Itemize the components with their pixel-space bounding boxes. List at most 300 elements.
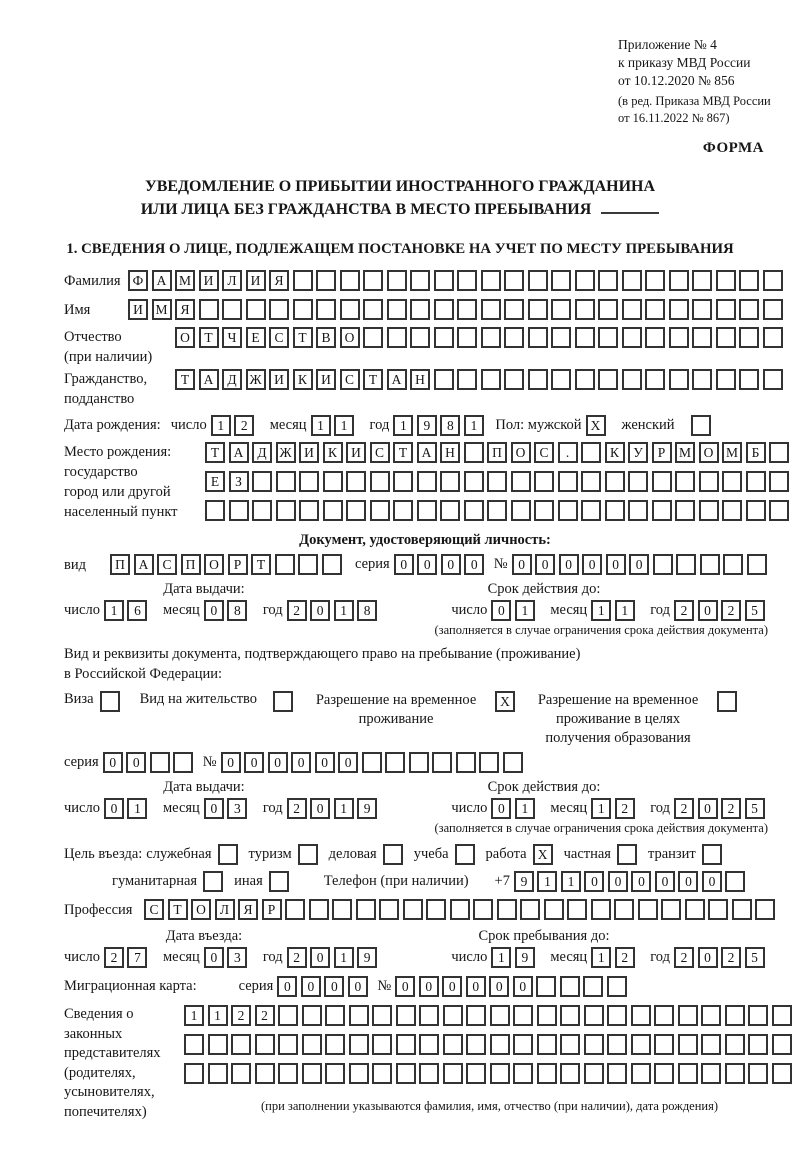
form-cell[interactable]: С — [144, 899, 164, 920]
form-cell[interactable]: М — [722, 442, 742, 463]
form-cell[interactable] — [722, 471, 742, 492]
form-cell[interactable]: К — [605, 442, 625, 463]
form-cell[interactable]: 9 — [515, 947, 535, 968]
form-cell[interactable] — [316, 270, 336, 291]
form-cell[interactable] — [184, 1034, 204, 1055]
form-cell[interactable] — [581, 500, 601, 521]
form-cell[interactable]: Т — [251, 554, 271, 575]
form-cell[interactable] — [363, 327, 383, 348]
form-cell[interactable]: Я — [238, 899, 258, 920]
sex-male-checkbox[interactable]: X — [586, 415, 606, 436]
form-cell[interactable]: 1 — [491, 947, 511, 968]
purpose-tourism-checkbox[interactable] — [298, 844, 318, 865]
form-cell[interactable]: 0 — [244, 752, 264, 773]
form-cell[interactable]: Д — [252, 442, 272, 463]
residence-permit-checkbox[interactable] — [273, 691, 293, 712]
form-cell[interactable]: У — [628, 442, 648, 463]
form-cell[interactable] — [581, 442, 601, 463]
form-cell[interactable] — [584, 1034, 604, 1055]
form-cell[interactable]: 0 — [277, 976, 297, 997]
form-cell[interactable]: М — [675, 442, 695, 463]
form-cell[interactable] — [560, 976, 580, 997]
form-cell[interactable]: 2 — [255, 1005, 275, 1026]
form-cell[interactable]: 1 — [334, 600, 354, 621]
form-cell[interactable]: Р — [262, 899, 282, 920]
form-cell[interactable]: Н — [440, 442, 460, 463]
form-cell[interactable] — [628, 500, 648, 521]
form-cell[interactable]: 0 — [204, 600, 224, 621]
form-cell[interactable] — [605, 471, 625, 492]
form-cell[interactable] — [669, 369, 689, 390]
sex-female-checkbox[interactable] — [691, 415, 711, 436]
form-cell[interactable] — [701, 1063, 721, 1084]
form-cell[interactable]: 2 — [287, 947, 307, 968]
form-cell[interactable] — [772, 1034, 792, 1055]
form-cell[interactable] — [669, 327, 689, 348]
form-cell[interactable] — [205, 500, 225, 521]
form-cell[interactable]: 1 — [515, 600, 535, 621]
form-cell[interactable] — [275, 554, 295, 575]
form-cell[interactable]: 1 — [334, 798, 354, 819]
form-cell[interactable] — [426, 899, 446, 920]
form-cell[interactable] — [322, 554, 342, 575]
form-cell[interactable] — [732, 899, 752, 920]
form-cell[interactable] — [748, 1005, 768, 1026]
form-cell[interactable] — [769, 471, 789, 492]
form-cell[interactable] — [747, 554, 767, 575]
form-cell[interactable]: 6 — [127, 600, 147, 621]
form-cell[interactable] — [278, 1005, 298, 1026]
form-cell[interactable] — [252, 500, 272, 521]
form-cell[interactable] — [716, 299, 736, 320]
form-cell[interactable] — [346, 500, 366, 521]
form-cell[interactable]: С — [340, 369, 360, 390]
form-cell[interactable]: 0 — [417, 554, 437, 575]
form-cell[interactable]: 2 — [721, 600, 741, 621]
form-cell[interactable] — [653, 554, 673, 575]
form-cell[interactable] — [678, 1005, 698, 1026]
form-cell[interactable] — [685, 899, 705, 920]
form-cell[interactable]: 2 — [615, 798, 635, 819]
form-cell[interactable]: 0 — [291, 752, 311, 773]
purpose-official-checkbox[interactable] — [218, 844, 238, 865]
form-cell[interactable] — [466, 1034, 486, 1055]
form-cell[interactable]: Д — [222, 369, 242, 390]
form-cell[interactable]: Я — [269, 270, 289, 291]
form-cell[interactable]: 0 — [204, 798, 224, 819]
form-cell[interactable] — [755, 899, 775, 920]
form-cell[interactable] — [772, 1005, 792, 1026]
form-cell[interactable] — [575, 299, 595, 320]
form-cell[interactable] — [199, 299, 219, 320]
form-cell[interactable]: 5 — [745, 798, 765, 819]
form-cell[interactable]: 2 — [234, 415, 254, 436]
form-cell[interactable]: 1 — [211, 415, 231, 436]
form-cell[interactable] — [387, 270, 407, 291]
form-cell[interactable]: 1 — [127, 798, 147, 819]
form-cell[interactable] — [739, 299, 759, 320]
form-cell[interactable] — [285, 899, 305, 920]
form-cell[interactable] — [443, 1005, 463, 1026]
form-cell[interactable]: 8 — [357, 600, 377, 621]
form-cell[interactable] — [255, 1063, 275, 1084]
form-cell[interactable] — [699, 471, 719, 492]
form-cell[interactable] — [346, 471, 366, 492]
form-cell[interactable] — [293, 270, 313, 291]
form-cell[interactable]: 0 — [441, 554, 461, 575]
form-cell[interactable] — [722, 500, 742, 521]
form-cell[interactable]: П — [487, 442, 507, 463]
form-cell[interactable]: 9 — [357, 947, 377, 968]
form-cell[interactable]: 0 — [491, 600, 511, 621]
form-cell[interactable] — [457, 299, 477, 320]
form-cell[interactable] — [504, 327, 524, 348]
form-cell[interactable] — [372, 1063, 392, 1084]
form-cell[interactable] — [584, 1063, 604, 1084]
form-cell[interactable] — [466, 1063, 486, 1084]
form-cell[interactable] — [584, 1005, 604, 1026]
form-cell[interactable] — [293, 299, 313, 320]
form-cell[interactable]: 2 — [721, 947, 741, 968]
form-cell[interactable]: 0 — [103, 752, 123, 773]
form-cell[interactable] — [716, 369, 736, 390]
form-cell[interactable]: 2 — [674, 600, 694, 621]
form-cell[interactable]: 0 — [678, 871, 698, 892]
form-cell[interactable] — [676, 554, 696, 575]
form-cell[interactable] — [725, 1005, 745, 1026]
form-cell[interactable]: 1 — [464, 415, 484, 436]
form-cell[interactable]: 1 — [537, 871, 557, 892]
form-cell[interactable]: И — [346, 442, 366, 463]
form-cell[interactable] — [567, 899, 587, 920]
form-cell[interactable]: С — [534, 442, 554, 463]
form-cell[interactable]: 2 — [674, 798, 694, 819]
form-cell[interactable]: 1 — [591, 947, 611, 968]
form-cell[interactable]: Н — [410, 369, 430, 390]
form-cell[interactable] — [372, 1005, 392, 1026]
form-cell[interactable]: 2 — [231, 1005, 251, 1026]
form-cell[interactable] — [457, 270, 477, 291]
form-cell[interactable] — [504, 369, 524, 390]
form-cell[interactable] — [598, 327, 618, 348]
form-cell[interactable] — [537, 1063, 557, 1084]
form-cell[interactable] — [487, 500, 507, 521]
form-cell[interactable] — [661, 899, 681, 920]
form-cell[interactable]: О — [204, 554, 224, 575]
form-cell[interactable] — [434, 327, 454, 348]
form-cell[interactable] — [349, 1063, 369, 1084]
form-cell[interactable] — [349, 1034, 369, 1055]
form-cell[interactable]: 2 — [615, 947, 635, 968]
form-cell[interactable]: Т — [363, 369, 383, 390]
form-cell[interactable] — [537, 1034, 557, 1055]
form-cell[interactable]: М — [152, 299, 172, 320]
form-cell[interactable] — [528, 327, 548, 348]
form-cell[interactable]: В — [316, 327, 336, 348]
form-cell[interactable] — [652, 471, 672, 492]
form-cell[interactable] — [678, 1034, 698, 1055]
form-cell[interactable]: 0 — [268, 752, 288, 773]
form-cell[interactable] — [466, 1005, 486, 1026]
purpose-business-checkbox[interactable] — [383, 844, 403, 865]
form-cell[interactable] — [434, 270, 454, 291]
form-cell[interactable] — [607, 1034, 627, 1055]
form-cell[interactable] — [692, 327, 712, 348]
form-cell[interactable]: 1 — [615, 600, 635, 621]
form-cell[interactable]: 0 — [489, 976, 509, 997]
form-cell[interactable]: С — [370, 442, 390, 463]
form-cell[interactable] — [456, 752, 476, 773]
form-cell[interactable] — [490, 1034, 510, 1055]
form-cell[interactable]: 2 — [287, 600, 307, 621]
form-cell[interactable] — [739, 327, 759, 348]
form-cell[interactable]: 0 — [310, 600, 330, 621]
form-cell[interactable]: 0 — [442, 976, 462, 997]
form-cell[interactable]: Я — [175, 299, 195, 320]
form-cell[interactable] — [769, 500, 789, 521]
form-cell[interactable] — [511, 500, 531, 521]
form-cell[interactable] — [654, 1005, 674, 1026]
form-cell[interactable]: 0 — [631, 871, 651, 892]
form-cell[interactable] — [763, 327, 783, 348]
form-cell[interactable]: А — [134, 554, 154, 575]
form-cell[interactable] — [325, 1034, 345, 1055]
form-cell[interactable] — [503, 752, 523, 773]
form-cell[interactable]: Е — [205, 471, 225, 492]
form-cell[interactable]: 0 — [394, 554, 414, 575]
form-cell[interactable]: 0 — [419, 976, 439, 997]
form-cell[interactable]: М — [175, 270, 195, 291]
visa-checkbox[interactable] — [100, 691, 120, 712]
form-cell[interactable] — [229, 500, 249, 521]
form-cell[interactable] — [560, 1063, 580, 1084]
form-cell[interactable]: Т — [205, 442, 225, 463]
form-cell[interactable] — [701, 1034, 721, 1055]
form-cell[interactable] — [692, 299, 712, 320]
form-cell[interactable] — [173, 752, 193, 773]
form-cell[interactable] — [487, 471, 507, 492]
form-cell[interactable] — [675, 471, 695, 492]
form-cell[interactable]: И — [199, 270, 219, 291]
form-cell[interactable]: Б — [746, 442, 766, 463]
form-cell[interactable]: 2 — [287, 798, 307, 819]
form-cell[interactable] — [325, 1005, 345, 1026]
form-cell[interactable] — [340, 299, 360, 320]
form-cell[interactable] — [396, 1005, 416, 1026]
form-cell[interactable]: 0 — [702, 871, 722, 892]
form-cell[interactable] — [678, 1063, 698, 1084]
form-cell[interactable]: 1 — [515, 798, 535, 819]
form-cell[interactable] — [769, 442, 789, 463]
form-cell[interactable] — [598, 299, 618, 320]
form-cell[interactable] — [544, 899, 564, 920]
form-cell[interactable]: А — [229, 442, 249, 463]
form-cell[interactable]: 1 — [208, 1005, 228, 1026]
form-cell[interactable]: И — [128, 299, 148, 320]
form-cell[interactable] — [513, 1005, 533, 1026]
form-cell[interactable] — [150, 752, 170, 773]
form-cell[interactable] — [276, 471, 296, 492]
form-cell[interactable] — [481, 369, 501, 390]
form-cell[interactable] — [763, 270, 783, 291]
form-cell[interactable] — [622, 369, 642, 390]
form-cell[interactable]: С — [269, 327, 289, 348]
form-cell[interactable] — [739, 270, 759, 291]
form-cell[interactable] — [504, 270, 524, 291]
form-cell[interactable]: 1 — [311, 415, 331, 436]
form-cell[interactable] — [575, 369, 595, 390]
form-cell[interactable] — [739, 369, 759, 390]
form-cell[interactable] — [370, 471, 390, 492]
form-cell[interactable]: 0 — [395, 976, 415, 997]
form-cell[interactable] — [645, 327, 665, 348]
form-cell[interactable] — [551, 369, 571, 390]
form-cell[interactable]: 0 — [535, 554, 555, 575]
form-cell[interactable]: Т — [168, 899, 188, 920]
form-cell[interactable]: 0 — [512, 554, 532, 575]
form-cell[interactable] — [276, 500, 296, 521]
form-cell[interactable] — [332, 899, 352, 920]
form-cell[interactable] — [434, 369, 454, 390]
form-cell[interactable] — [443, 1034, 463, 1055]
form-cell[interactable] — [184, 1063, 204, 1084]
form-cell[interactable] — [575, 270, 595, 291]
form-cell[interactable]: П — [110, 554, 130, 575]
form-cell[interactable]: 2 — [104, 947, 124, 968]
form-cell[interactable]: 2 — [721, 798, 741, 819]
form-cell[interactable] — [675, 500, 695, 521]
form-cell[interactable] — [255, 1034, 275, 1055]
purpose-study-checkbox[interactable] — [455, 844, 475, 865]
form-cell[interactable] — [692, 369, 712, 390]
form-cell[interactable] — [362, 752, 382, 773]
form-cell[interactable]: Е — [246, 327, 266, 348]
purpose-transit-checkbox[interactable] — [702, 844, 722, 865]
form-cell[interactable]: 5 — [745, 947, 765, 968]
form-cell[interactable] — [387, 299, 407, 320]
form-cell[interactable] — [457, 327, 477, 348]
form-cell[interactable] — [464, 442, 484, 463]
form-cell[interactable] — [393, 471, 413, 492]
form-cell[interactable]: Т — [393, 442, 413, 463]
form-cell[interactable]: А — [417, 442, 437, 463]
form-cell[interactable] — [269, 299, 289, 320]
form-cell[interactable] — [349, 1005, 369, 1026]
form-cell[interactable] — [645, 369, 665, 390]
form-cell[interactable] — [490, 1063, 510, 1084]
form-cell[interactable] — [208, 1034, 228, 1055]
form-cell[interactable]: 0 — [348, 976, 368, 997]
form-cell[interactable] — [363, 299, 383, 320]
form-cell[interactable]: Ж — [276, 442, 296, 463]
form-cell[interactable] — [490, 1005, 510, 1026]
form-cell[interactable] — [551, 327, 571, 348]
form-cell[interactable]: З — [229, 471, 249, 492]
form-cell[interactable] — [298, 554, 318, 575]
form-cell[interactable]: О — [699, 442, 719, 463]
form-cell[interactable]: 1 — [104, 600, 124, 621]
form-cell[interactable] — [748, 1034, 768, 1055]
form-cell[interactable] — [387, 327, 407, 348]
form-cell[interactable] — [560, 1034, 580, 1055]
form-cell[interactable] — [403, 899, 423, 920]
form-cell[interactable] — [231, 1034, 251, 1055]
form-cell[interactable] — [356, 899, 376, 920]
form-cell[interactable]: 5 — [745, 600, 765, 621]
form-cell[interactable]: 0 — [310, 947, 330, 968]
form-cell[interactable]: 0 — [491, 798, 511, 819]
form-cell[interactable] — [323, 471, 343, 492]
form-cell[interactable] — [443, 1063, 463, 1084]
form-cell[interactable]: 0 — [466, 976, 486, 997]
form-cell[interactable]: 0 — [582, 554, 602, 575]
form-cell[interactable]: И — [316, 369, 336, 390]
form-cell[interactable] — [537, 1005, 557, 1026]
form-cell[interactable]: 9 — [514, 871, 534, 892]
form-cell[interactable] — [481, 270, 501, 291]
form-cell[interactable]: 7 — [127, 947, 147, 968]
form-cell[interactable] — [222, 299, 242, 320]
form-cell[interactable] — [497, 899, 517, 920]
form-cell[interactable]: Т — [199, 327, 219, 348]
form-cell[interactable] — [385, 752, 405, 773]
form-cell[interactable] — [645, 270, 665, 291]
form-cell[interactable]: 9 — [357, 798, 377, 819]
form-cell[interactable] — [409, 752, 429, 773]
form-cell[interactable] — [278, 1034, 298, 1055]
form-cell[interactable]: 1 — [184, 1005, 204, 1026]
form-cell[interactable]: П — [181, 554, 201, 575]
form-cell[interactable]: 0 — [204, 947, 224, 968]
form-cell[interactable] — [614, 899, 634, 920]
form-cell[interactable] — [302, 1034, 322, 1055]
form-cell[interactable]: К — [293, 369, 313, 390]
temp-residence-education-checkbox[interactable] — [717, 691, 737, 712]
form-cell[interactable]: 3 — [227, 798, 247, 819]
form-cell[interactable]: 0 — [698, 947, 718, 968]
form-cell[interactable]: О — [511, 442, 531, 463]
form-cell[interactable]: 1 — [591, 798, 611, 819]
form-cell[interactable]: 1 — [561, 871, 581, 892]
form-cell[interactable]: 0 — [698, 600, 718, 621]
form-cell[interactable] — [692, 270, 712, 291]
form-cell[interactable]: Т — [293, 327, 313, 348]
form-cell[interactable] — [372, 1034, 392, 1055]
form-cell[interactable] — [513, 1063, 533, 1084]
purpose-humanitarian-checkbox[interactable] — [203, 871, 223, 892]
form-cell[interactable]: С — [157, 554, 177, 575]
form-cell[interactable]: 9 — [417, 415, 437, 436]
form-cell[interactable] — [638, 899, 658, 920]
form-cell[interactable]: Р — [228, 554, 248, 575]
form-cell[interactable] — [575, 327, 595, 348]
form-cell[interactable]: 0 — [606, 554, 626, 575]
form-cell[interactable] — [299, 471, 319, 492]
form-cell[interactable] — [419, 1005, 439, 1026]
form-cell[interactable] — [598, 270, 618, 291]
form-cell[interactable]: 1 — [393, 415, 413, 436]
form-cell[interactable] — [511, 471, 531, 492]
form-cell[interactable] — [396, 1034, 416, 1055]
form-cell[interactable] — [725, 871, 745, 892]
form-cell[interactable] — [607, 976, 627, 997]
form-cell[interactable] — [645, 299, 665, 320]
form-cell[interactable] — [450, 899, 470, 920]
form-cell[interactable]: 0 — [310, 798, 330, 819]
form-cell[interactable]: 0 — [104, 798, 124, 819]
purpose-work-checkbox[interactable]: X — [533, 844, 553, 865]
form-cell[interactable]: О — [340, 327, 360, 348]
